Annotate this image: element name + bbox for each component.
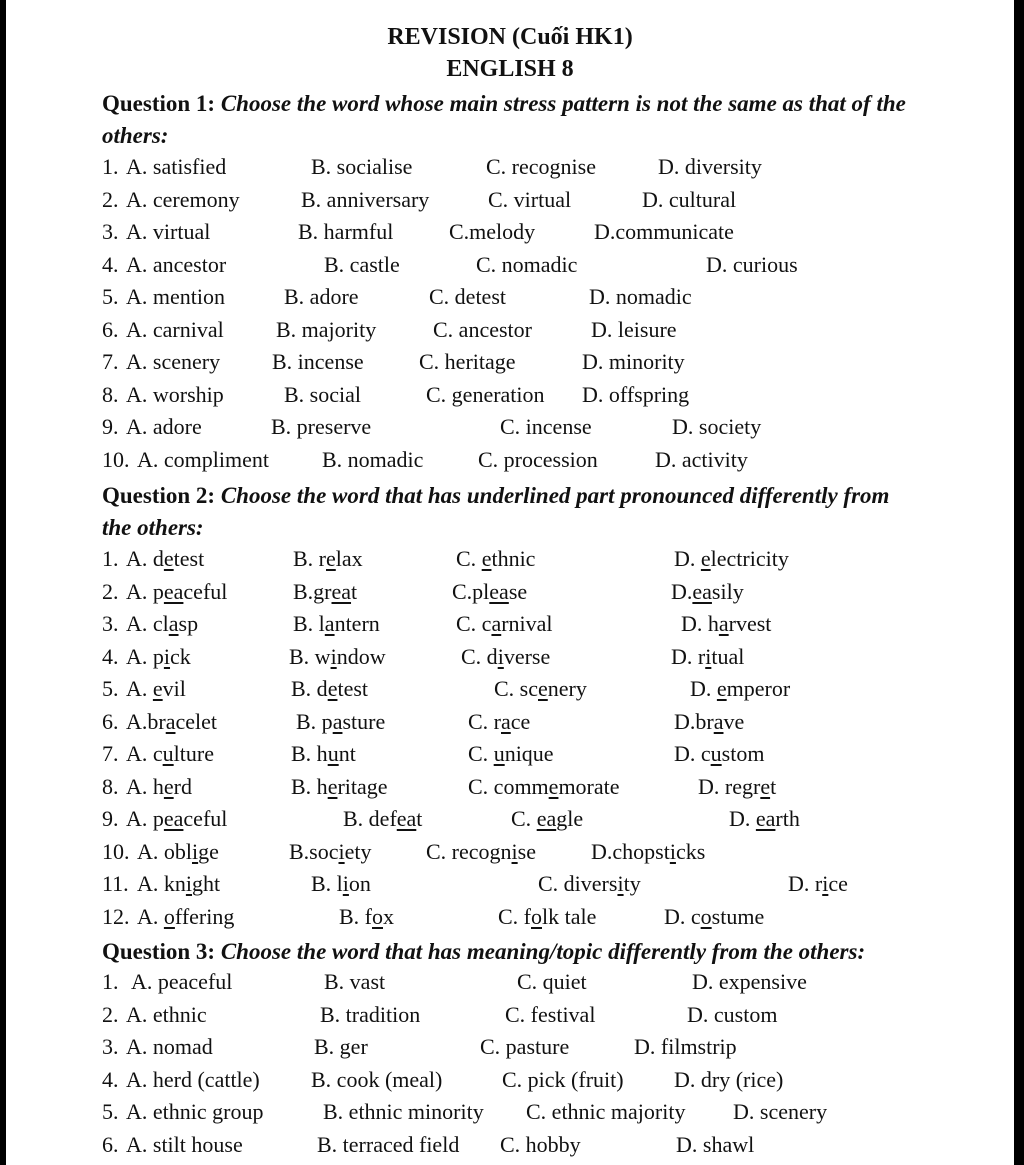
option-b: B. harmful: [298, 219, 394, 244]
option-a: A. ethnic: [126, 1001, 207, 1027]
underlined-part: a: [165, 708, 176, 734]
option-a: A. compliment: [137, 446, 269, 472]
list-item: [6, 1132, 1014, 1164]
underlined-part: a: [168, 611, 179, 636]
option-a: A. offering: [137, 903, 235, 929]
item-number: 1.: [102, 546, 119, 571]
option-d: D. electricity: [674, 546, 789, 571]
option-c: C. pick (fruit): [502, 1066, 624, 1092]
underlined-part: o: [700, 903, 712, 929]
underlined-part: e: [327, 773, 338, 799]
underlined-part: ea: [163, 578, 184, 604]
option-d: D. offspring: [582, 381, 690, 407]
option-a: A. peaceful: [126, 806, 228, 831]
list-item: [6, 774, 1014, 806]
page-subtitle: ENGLISH 8: [446, 56, 574, 82]
item-number: 3.: [102, 611, 119, 636]
option-d: D. minority: [582, 349, 685, 374]
underlined-part: i: [330, 643, 337, 669]
option-c: C. commemorate: [468, 773, 620, 799]
option-b: B. lion: [311, 871, 371, 896]
underlined-part: e: [163, 773, 174, 799]
option-c: C. carnival: [456, 611, 553, 636]
question-2-prompt: Choose the word that has underlined part pronounced differently from: [220, 483, 890, 508]
option-b: B. lantern: [293, 611, 380, 636]
option-c: C. diversity: [538, 871, 641, 896]
option-c: C.melody: [449, 219, 536, 244]
list-item: [6, 1034, 1014, 1066]
option-d: D. costume: [664, 903, 765, 929]
underlined-part: i: [185, 871, 193, 896]
option-c: C. recognise: [486, 154, 596, 179]
underlined-part: ea: [331, 578, 352, 604]
option-d: D. shawl: [676, 1131, 755, 1157]
option-d: D. rice: [788, 871, 848, 896]
option-a: A. ethnic group: [126, 1099, 264, 1124]
item-number: 4.: [102, 1066, 119, 1092]
option-b: B. heritage: [291, 773, 388, 799]
item-number: 10.: [102, 446, 130, 472]
option-c: C. recognise: [426, 838, 536, 864]
option-a: A. peaceful: [126, 578, 228, 604]
list-item: [6, 676, 1014, 708]
option-c: C. eagle: [511, 806, 584, 831]
underlined-part: ea: [163, 806, 184, 831]
underlined-part: i: [192, 838, 199, 864]
underlined-part: i: [511, 838, 518, 864]
option-b: B. social: [284, 381, 361, 407]
question-1-label: Question 1:: [102, 91, 216, 116]
question-1-prompt-cont: others:: [102, 123, 169, 148]
underlined-part: e: [760, 773, 771, 799]
option-a: A. evil: [126, 676, 186, 701]
option-c: C.please: [452, 578, 528, 604]
option-b: B. nomadic: [322, 446, 424, 472]
item-number: 7.: [102, 741, 119, 766]
item-number: 9.: [102, 806, 119, 831]
item-number: 8.: [102, 773, 119, 799]
underlined-part: ea: [755, 806, 776, 831]
option-d: D. emperor: [690, 676, 791, 701]
option-d: D.brave: [674, 708, 745, 734]
underlined-part: a: [718, 611, 729, 636]
option-c: C. virtual: [488, 186, 572, 212]
underlined-part: o: [163, 903, 175, 929]
question-2-label: Question 2:: [102, 483, 216, 508]
underlined-part: e: [163, 546, 174, 571]
list-item: [6, 349, 1014, 381]
option-a: A. stilt house: [126, 1131, 243, 1157]
item-number: 2.: [102, 578, 119, 604]
list-item: [6, 1067, 1014, 1099]
item-number: 5.: [102, 1099, 119, 1124]
option-b: B. terraced field: [317, 1131, 460, 1157]
item-number: 2.: [102, 1001, 119, 1027]
option-a: A. satisfied: [126, 154, 227, 179]
option-c: C. heritage: [419, 349, 516, 374]
question-1-heading: [102, 88, 982, 152]
option-c: C. unique: [468, 741, 554, 766]
option-d: D. activity: [655, 446, 748, 472]
option-a: A. worship: [126, 381, 224, 407]
underlined-part: ea: [536, 806, 557, 831]
underlined-part: e: [327, 676, 338, 701]
list-item: [6, 806, 1014, 838]
list-item: [6, 154, 1014, 186]
list-item: [6, 579, 1014, 611]
list-item: [6, 382, 1014, 414]
underlined-part: e: [152, 676, 163, 701]
underlined-part: i: [338, 838, 345, 864]
option-b: B. window: [289, 643, 386, 669]
option-b: B. socialise: [311, 154, 413, 179]
option-b: B. defeat: [343, 806, 423, 831]
underlined-part: ea: [489, 578, 509, 604]
option-a: A. adore: [126, 414, 202, 439]
option-a: A. carnival: [126, 316, 224, 342]
underlined-part: e: [700, 546, 711, 571]
list-item: [6, 1099, 1014, 1131]
option-c: C. generation: [426, 381, 545, 407]
option-d: D. custom: [687, 1001, 778, 1027]
underlined-part: u: [493, 741, 505, 766]
list-item: [6, 284, 1014, 316]
question-3-prompt: Choose the word that has meaning/topic differently from the others:: [220, 939, 866, 964]
page-title: REVISION (Cuối HK1): [387, 24, 633, 50]
option-a: A. ancestor: [126, 251, 227, 277]
underlined-part: u: [710, 741, 722, 766]
list-item: [6, 546, 1014, 578]
list-item: [6, 447, 1014, 479]
question-3-heading: [102, 936, 982, 968]
option-b: B. fox: [339, 903, 394, 929]
underlined-part: e: [716, 676, 727, 701]
underlined-part: a: [332, 708, 343, 734]
option-a: A. culture: [126, 741, 214, 766]
item-number: 11.: [102, 871, 129, 896]
list-item: [6, 219, 1014, 251]
item-number: 1.: [102, 969, 119, 994]
item-number: 6.: [102, 708, 119, 734]
option-b: B. pasture: [296, 708, 386, 734]
underlined-part: a: [501, 708, 511, 734]
option-b: B. vast: [324, 969, 386, 994]
underlined-part: i: [705, 643, 712, 669]
option-a: A. detest: [126, 546, 205, 571]
list-item: [6, 414, 1014, 446]
option-b: B. adore: [284, 284, 359, 309]
option-c: C. quiet: [517, 969, 587, 994]
option-a: A. knight: [137, 871, 221, 896]
question-1-prompt: Choose the word whose main stress pattern is not the same as that of the: [220, 91, 906, 116]
option-b: B. preserve: [271, 414, 372, 439]
item-number: 4.: [102, 251, 119, 277]
underlined-part: i: [163, 643, 171, 669]
option-a: A. nomad: [126, 1034, 213, 1059]
item-number: 2.: [102, 186, 119, 212]
option-c: C. festival: [505, 1001, 596, 1027]
list-item: [6, 644, 1014, 676]
option-d: D. harvest: [681, 611, 772, 636]
option-c: C. race: [468, 708, 531, 734]
item-number: 9.: [102, 414, 119, 439]
option-c: C. procession: [478, 446, 598, 472]
list-item: [6, 709, 1014, 741]
option-d: D.communicate: [594, 219, 734, 244]
option-d: D. scenery: [733, 1099, 828, 1124]
option-b: B. hunt: [291, 741, 356, 766]
option-c: C. diverse: [461, 643, 551, 669]
option-b: B. cook (meal): [311, 1066, 443, 1092]
option-c: C. incense: [500, 414, 592, 439]
underlined-part: a: [491, 611, 502, 636]
option-a: A. ceremony: [126, 186, 240, 212]
option-b: B. castle: [324, 251, 400, 277]
underlined-part: ea: [692, 578, 712, 604]
option-d: D. regret: [698, 773, 777, 799]
list-item: [6, 871, 1014, 903]
option-a: A. mention: [126, 284, 225, 309]
option-a: A. virtual: [126, 219, 211, 244]
option-c: C. pasture: [480, 1034, 570, 1059]
item-number: 5.: [102, 676, 119, 701]
underlined-part: ea: [396, 806, 417, 831]
option-a: A. oblige: [137, 838, 219, 864]
underlined-part: o: [372, 903, 383, 929]
underlined-part: a: [324, 611, 335, 636]
underlined-part: i: [342, 871, 349, 896]
option-b: B. tradition: [320, 1001, 421, 1027]
item-number: 3.: [102, 1034, 119, 1059]
option-a: A.bracelet: [126, 708, 218, 734]
option-d: D. society: [672, 414, 762, 439]
option-c: C. folk tale: [498, 903, 597, 929]
underlined-part: u: [162, 741, 174, 766]
list-item: [6, 187, 1014, 219]
item-number: 3.: [102, 219, 119, 244]
option-b: B. majority: [276, 316, 377, 342]
list-item: [6, 969, 1014, 1001]
option-d: D. custom: [674, 741, 765, 766]
option-a: A. clasp: [126, 611, 199, 636]
list-item: [6, 252, 1014, 284]
option-c: C. ancestor: [433, 316, 532, 342]
question-2-prompt-cont: the others:: [102, 515, 204, 540]
option-d: D. leisure: [591, 316, 677, 342]
option-a: A. peaceful: [131, 969, 233, 994]
option-a: A. pick: [126, 643, 191, 669]
underlined-part: e: [481, 546, 492, 571]
item-number: 6.: [102, 1131, 119, 1157]
underlined-part: e: [538, 676, 548, 701]
option-d: D. cultural: [642, 186, 737, 212]
option-d: D.chopsticks: [591, 838, 706, 864]
list-item: [6, 741, 1014, 773]
option-b: B.society: [289, 838, 372, 864]
option-c: C. nomadic: [476, 251, 578, 277]
option-d: D. expensive: [692, 969, 807, 994]
option-c: C. ethnic: [456, 546, 536, 571]
item-number: 1.: [102, 154, 119, 179]
item-number: 5.: [102, 284, 119, 309]
option-c: C. ethnic majority: [526, 1099, 686, 1124]
list-item: [6, 904, 1014, 936]
option-a: A. herd (cattle): [126, 1066, 260, 1092]
underlined-part: u: [327, 741, 339, 766]
option-b: B. ethnic minority: [323, 1099, 484, 1124]
underlined-part: e: [326, 546, 336, 571]
option-a: A. herd: [126, 773, 192, 799]
list-item: [6, 317, 1014, 349]
list-item: [6, 1002, 1014, 1034]
option-d: D. dry (rice): [674, 1066, 784, 1092]
item-number: 7.: [102, 349, 119, 374]
list-item: [6, 611, 1014, 643]
item-number: 10.: [102, 838, 130, 864]
option-d: D. diversity: [658, 154, 762, 179]
underlined-part: i: [669, 838, 676, 864]
option-c: C. hobby: [500, 1131, 581, 1157]
option-d: D. nomadic: [589, 284, 692, 309]
option-b: B.great: [293, 578, 358, 604]
option-d: D. earth: [729, 806, 800, 831]
option-d: D. curious: [706, 251, 798, 277]
option-c: C. scenery: [494, 676, 587, 701]
option-d: D. filmstrip: [634, 1034, 737, 1059]
option-b: B. ger: [314, 1034, 368, 1059]
option-c: C. detest: [429, 284, 506, 309]
item-number: 8.: [102, 381, 119, 407]
option-b: B. anniversary: [301, 186, 430, 212]
underlined-part: a: [713, 708, 724, 734]
underlined-part: o: [531, 903, 542, 929]
question-2-heading: [102, 480, 982, 544]
option-b: B. relax: [293, 546, 363, 571]
option-a: A. scenery: [126, 349, 221, 374]
underlined-part: i: [617, 871, 624, 896]
question-3-label: Question 3:: [102, 939, 216, 964]
option-b: B. detest: [291, 676, 369, 701]
option-b: B. incense: [272, 349, 364, 374]
underlined-part: e: [548, 773, 559, 799]
option-d: D.easily: [671, 578, 744, 604]
underlined-part: i: [822, 871, 829, 896]
item-number: 4.: [102, 643, 119, 669]
item-number: 12.: [102, 903, 130, 929]
list-item: [6, 839, 1014, 871]
option-d: D. ritual: [671, 643, 745, 669]
item-number: 6.: [102, 316, 119, 342]
underlined-part: i: [497, 643, 504, 669]
worksheet-page: [6, 0, 1014, 1165]
